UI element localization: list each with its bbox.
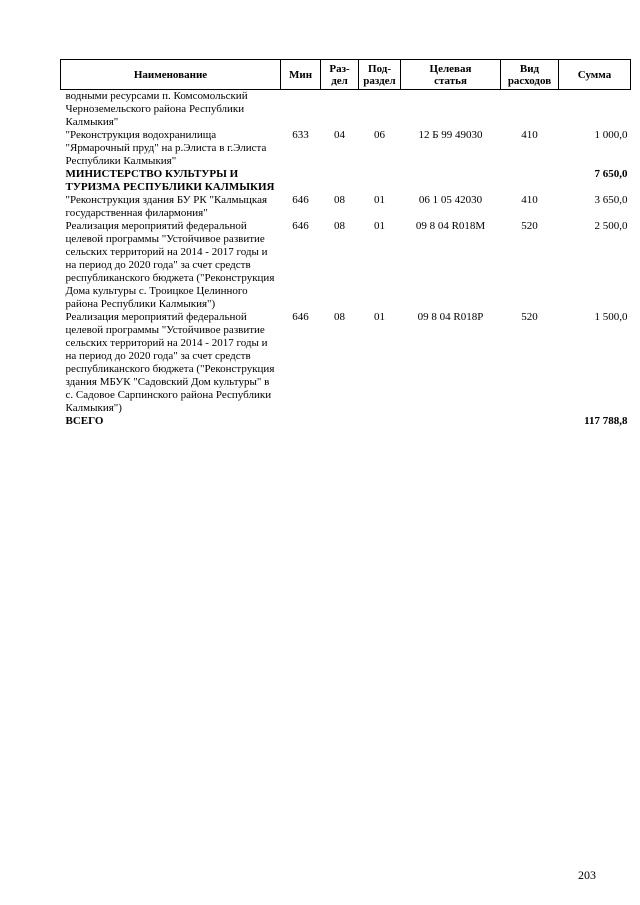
cell-min: 646 <box>292 311 309 323</box>
cell-razdel: 08 <box>334 194 345 206</box>
cell-vid <box>501 415 559 428</box>
cell-name: Реализация мероприятий федеральной целевой программы "Устойчивое развитие сельских территорий на 2014 - 2017 годы и на период до 2020 года" за счет средств республиканского бюджета ("Реконструкция Дома культуры с. Троицкое Целинного района Республики Калмыкия") <box>65 220 275 310</box>
header-celevaya: Целевая статья <box>401 60 501 90</box>
cell-summa: 2 500,0 <box>594 220 628 232</box>
cell-celevaya: 09 8 04 R018M <box>415 220 486 232</box>
cell-vid <box>501 90 559 130</box>
cell-celevaya: 12 Б 99 49030 <box>418 129 483 141</box>
cell-podrazdel: 06 <box>374 129 385 141</box>
cell-name: ВСЕГО <box>65 415 104 427</box>
cell-razdel: 08 <box>334 311 345 323</box>
cell-summa: 3 650,0 <box>594 194 628 206</box>
cell-summa: 1 500,0 <box>594 311 628 323</box>
table-body <box>61 90 631 429</box>
total-row <box>61 415 631 428</box>
cell-razdel: 04 <box>334 129 345 141</box>
cell-podrazdel: 01 <box>374 194 385 206</box>
cell-celevaya <box>401 415 501 428</box>
cell-razdel: 08 <box>334 220 345 232</box>
cell-summa: 7 650,0 <box>594 168 628 180</box>
cell-razdel <box>321 415 359 428</box>
header-summa: Сумма <box>559 60 631 90</box>
cell-vid <box>501 168 559 194</box>
budget-table <box>60 59 631 428</box>
cell-min: 646 <box>292 194 309 206</box>
cell-razdel <box>321 90 359 130</box>
cell-summa <box>559 90 631 130</box>
cell-min: 646 <box>292 220 309 232</box>
table-row <box>61 220 631 311</box>
page-number: 203 <box>578 868 596 882</box>
cell-summa: 1 000,0 <box>594 129 628 141</box>
header-min: Мин <box>281 60 321 90</box>
table-row <box>61 194 631 220</box>
cell-podrazdel <box>359 415 401 428</box>
table-row <box>61 311 631 415</box>
cell-podrazdel <box>359 90 401 130</box>
cell-name: Реализация мероприятий федеральной целевой программы "Устойчивое развитие сельских территорий на 2014 - 2017 годы и на период до 2020 года" за счет средств республиканского бюджета ("Реконструкция здания МБУК "Садовский Дом культуры" в с. Садовое Сарпинского района Республики Калмыкия") <box>65 311 275 414</box>
header-name: Наименование <box>61 60 281 90</box>
cell-name: "Реконструкция водохранилища "Ярмарочный пруд" на р.Элиста в г.Элиста Республики Калмыкия" <box>65 129 267 167</box>
cell-name: МИНИСТЕРСТВО КУЛЬТУРЫ И ТУРИЗМА РЕСПУБЛИКИ КАЛМЫКИЯ <box>65 168 275 193</box>
cell-min <box>281 168 321 194</box>
header-razdel: Раз- дел <box>321 60 359 90</box>
cell-summa: 117 788,8 <box>584 415 628 427</box>
table-row <box>61 90 631 130</box>
table-header <box>61 60 631 90</box>
header-podrazdel: Под- раздел <box>359 60 401 90</box>
cell-vid: 520 <box>521 311 538 323</box>
cell-vid: 410 <box>521 194 538 206</box>
cell-razdel <box>321 168 359 194</box>
cell-min: 633 <box>292 129 309 141</box>
ministry-row <box>61 168 631 194</box>
cell-celevaya: 09 8 04 R018P <box>417 311 484 323</box>
cell-min <box>281 415 321 428</box>
cell-vid: 410 <box>521 129 538 141</box>
cell-celevaya: 06 1 05 42030 <box>418 194 483 206</box>
cell-vid: 520 <box>521 220 538 232</box>
cell-podrazdel <box>359 168 401 194</box>
cell-name: водными ресурсами п. Комсомольский Черноземельского района Республики Калмыкия" <box>65 90 248 128</box>
cell-podrazdel: 01 <box>374 220 385 232</box>
table-row <box>61 129 631 168</box>
cell-name: "Реконструкция здания БУ РК "Калмыцкая государственная филармония" <box>65 194 268 219</box>
cell-min <box>281 90 321 130</box>
cell-podrazdel: 01 <box>374 311 385 323</box>
header-vid: Вид расходов <box>501 60 559 90</box>
cell-celevaya <box>401 90 501 130</box>
cell-celevaya <box>401 168 501 194</box>
